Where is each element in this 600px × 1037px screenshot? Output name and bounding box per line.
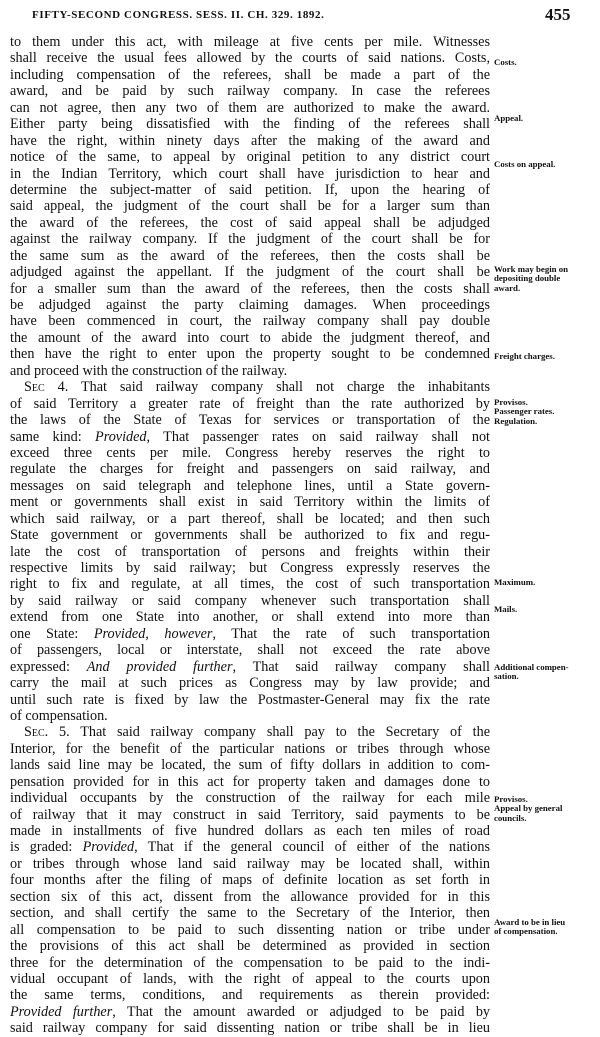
text-line: adjudged against the appellant. If the judgment of the court shall be (10, 264, 490, 281)
margin-note-line: Work may begin on (494, 264, 569, 274)
running-header (0, 0, 600, 26)
margin-note-provisos-1 (494, 398, 598, 426)
text-line: can not agree, then any two of them are authorized to make the award. (10, 99, 490, 116)
statute-body-text (10, 34, 490, 1037)
text-line: Sec. 5. That said railway company shall pay to the Secretary of the (24, 724, 490, 741)
text-line: of said Territory a greater rate of freight than the rate authorized by (10, 395, 490, 412)
margin-note-line: Appeal by general (494, 803, 563, 814)
text-line: have been commenced in court, the railway company shall pay double (10, 313, 490, 330)
text-line: the same sum as the award of the referees, then the costs shall be (10, 247, 490, 264)
margin-note-maximum (494, 578, 598, 587)
text-line: extend from one State into another, or shall extend into more than (10, 609, 490, 626)
margin-note-line: Maximum. (494, 577, 536, 587)
italic-term: Provided (82, 839, 135, 856)
margin-note-line: Provisos. (494, 397, 528, 407)
margin-note-line: sation. (494, 671, 519, 682)
text-line: shall receive the usual fees allowed by the courts of said nations. Costs, (10, 50, 490, 67)
text-line: one State: Provided, however, That the rate of such transportation (10, 625, 490, 642)
margin-note-line: Costs on appeal. (494, 159, 556, 169)
text-line: Provided further, That the amount awarded or adjudged to be paid by (10, 1003, 490, 1020)
margin-note-mails (494, 605, 598, 614)
text-line: the same terms, conditions, and requirements as therein provided: (10, 987, 490, 1004)
text-line: lands said line may be located, the sum of fifty dollars in addition to com- (10, 757, 490, 774)
margin-note-costs (494, 58, 598, 67)
text-line: the laws of the State of Texas for services or transportation of the (10, 412, 490, 429)
text-line: made in installments of five hundred dollars as each ten miles of road (10, 823, 490, 839)
text-line: notice of the same, to appeal by original petition to any district court (10, 149, 490, 166)
margin-note-work-may-begin (494, 265, 598, 293)
section-label: Sec (24, 724, 45, 741)
text-line: award, and be paid by such railway company. In case the referees (10, 83, 490, 100)
text-line: section, and shall certify the same to the Secretary of the Interior, then (10, 905, 490, 922)
text-line: right to fix and regulate, at all times, the cost of such transportation (10, 576, 490, 593)
text-line: which said railway, or a part thereof, shall be located; and then such (10, 510, 490, 527)
text-line: ment or governments shall exist in said Territory within the limits of (10, 494, 490, 511)
text-line: same kind: Provided, That passenger rates on said railway shall not (10, 428, 490, 445)
text-line: and proceed with the construction of the railway. (10, 362, 288, 379)
section-label: Sec (24, 379, 45, 396)
margin-note-line: councils. (494, 812, 527, 823)
text-line: in the Indian Territory, which court shall have jurisdiction to hear and (10, 165, 490, 182)
text-line: respective limits by said railway; but Congress expressly reserves the (10, 560, 490, 576)
margin-note-costs-on-appeal (494, 160, 598, 169)
text-line: then have the right to enter upon the property sought to be condemned (10, 346, 490, 363)
text-line: all compensation to be paid to such dissenting nation or tribe under (10, 921, 490, 938)
margin-note-line: award. (494, 282, 521, 293)
text-line: late the cost of transportation of persons and freights within their (10, 543, 490, 560)
running-head: FIFTY-SECOND CONGRESS. SESS. II. CH. 329. 1892. (32, 9, 325, 21)
italic-term: Provided further (10, 1003, 113, 1020)
margin-note-line: depositing double (494, 273, 561, 284)
margin-note-award-in-lieu (494, 918, 598, 937)
text-line: of railway that it may construct in said Territory, said payments to be (10, 806, 490, 823)
text-line: is graded: Provided, That if the general council of either of the nations (10, 839, 490, 856)
text-line: pensation provided for in this act for property taken and damages done to (10, 773, 490, 790)
margin-note-line: Regulation. (494, 415, 538, 426)
text-line: four months after the filing of maps of definite location as set forth in (10, 872, 490, 889)
margin-note-freight-charges (494, 352, 598, 361)
text-line: section six of this act, dissent from the allowance provided for in this (10, 888, 490, 905)
margin-note-line: Award to be in lieu (494, 917, 566, 927)
margin-note-line: Freight charges. (494, 351, 555, 361)
text-line: State government or governments shall be authorized to fix and regu- (10, 527, 490, 544)
text-line: three for the determination of the compensation to be paid to the indi- (10, 954, 490, 971)
text-line: said appeal, the judgment of the court shall be for a larger sum than (10, 198, 490, 215)
text-line: Interior, for the benefit of the particular nations or tribes through whose (10, 740, 490, 757)
text-line: by said railway or said company whenever such transportation shall (10, 592, 490, 609)
text-line: the amount of the award into court to abide the judgment thereof, and (10, 329, 490, 346)
text-line: for a smaller sum than the award of the referees, then the costs shall (10, 280, 490, 297)
margin-note-line: Mails. (494, 604, 518, 614)
margin-note-provisos-2 (494, 795, 598, 823)
margin-note-appeal (494, 114, 598, 123)
text-line: determine the subject-matter of said petition. If, upon the hearing of (10, 181, 490, 198)
margin-note-line: Appeal. (494, 113, 524, 123)
margin-note-line: Costs. (494, 57, 517, 67)
text-line: expressed: And provided further, That said railway company shall (10, 658, 490, 675)
text-line: Either party being dissatisfied with the finding of the referees shall (10, 116, 490, 133)
text-line: the provisions of this act shall be determined as provided in section (10, 938, 490, 955)
margin-note-line: Passenger rates. (494, 406, 555, 417)
text-line: against the railway company. If the judgment of the court shall be for (10, 231, 490, 248)
text-line: the award of the referees, the cost of said appeal shall be adjudged (10, 214, 490, 231)
text-line: individual occupants by the construction of the railway for each mile (10, 790, 490, 807)
text-line: said railway company for said dissenting nation or tribe shall be in lieu (10, 1020, 490, 1037)
margin-note-additional-compensation (494, 663, 598, 682)
text-line: including compensation of the referees, shall be made a part of the (10, 66, 490, 83)
text-line: vidual occupant of lands, with the right of appeal to the courts upon (10, 970, 490, 987)
text-line: carry the mail at such prices as Congress may by law provide; and (10, 675, 490, 692)
page-number: 455 (545, 5, 571, 24)
margin-note-line: Provisos. (494, 794, 528, 804)
margin-note-line: Additional compen- (494, 662, 569, 672)
text-line: have the right, within ninety days after the making of the award and (10, 132, 490, 149)
text-line: to them under this act, with mileage at five cents per mile. Witnesses (10, 34, 490, 50)
text-line: messages on said telegraph and telephone lines, until a State govern- (10, 477, 490, 494)
margin-note-line: of compensation. (494, 926, 558, 937)
text-line: of compensation. (10, 707, 108, 724)
text-line: exceed three cents per mile. Congress hereby reserves the right to (10, 444, 490, 461)
text-line: until such rate is fixed by law the Postmaster-General may fix the rate (10, 691, 490, 708)
text-line: or tribes through whose land said railway may be located shall, within (10, 855, 490, 872)
italic-term: Provided, however (93, 625, 213, 642)
text-line: regulate the charges for freight and passengers on said railway, and (10, 461, 490, 478)
text-line: Sec 4. That said railway company shall not charge the inhabitants (24, 379, 490, 396)
italic-term: And provided further (86, 658, 233, 675)
text-line: of passengers, local or interstate, shall not exceed the rate above (10, 642, 490, 659)
text-line: be adjudged against the party claiming damages. When proceedings (10, 297, 490, 313)
italic-term: Provided (95, 428, 147, 445)
